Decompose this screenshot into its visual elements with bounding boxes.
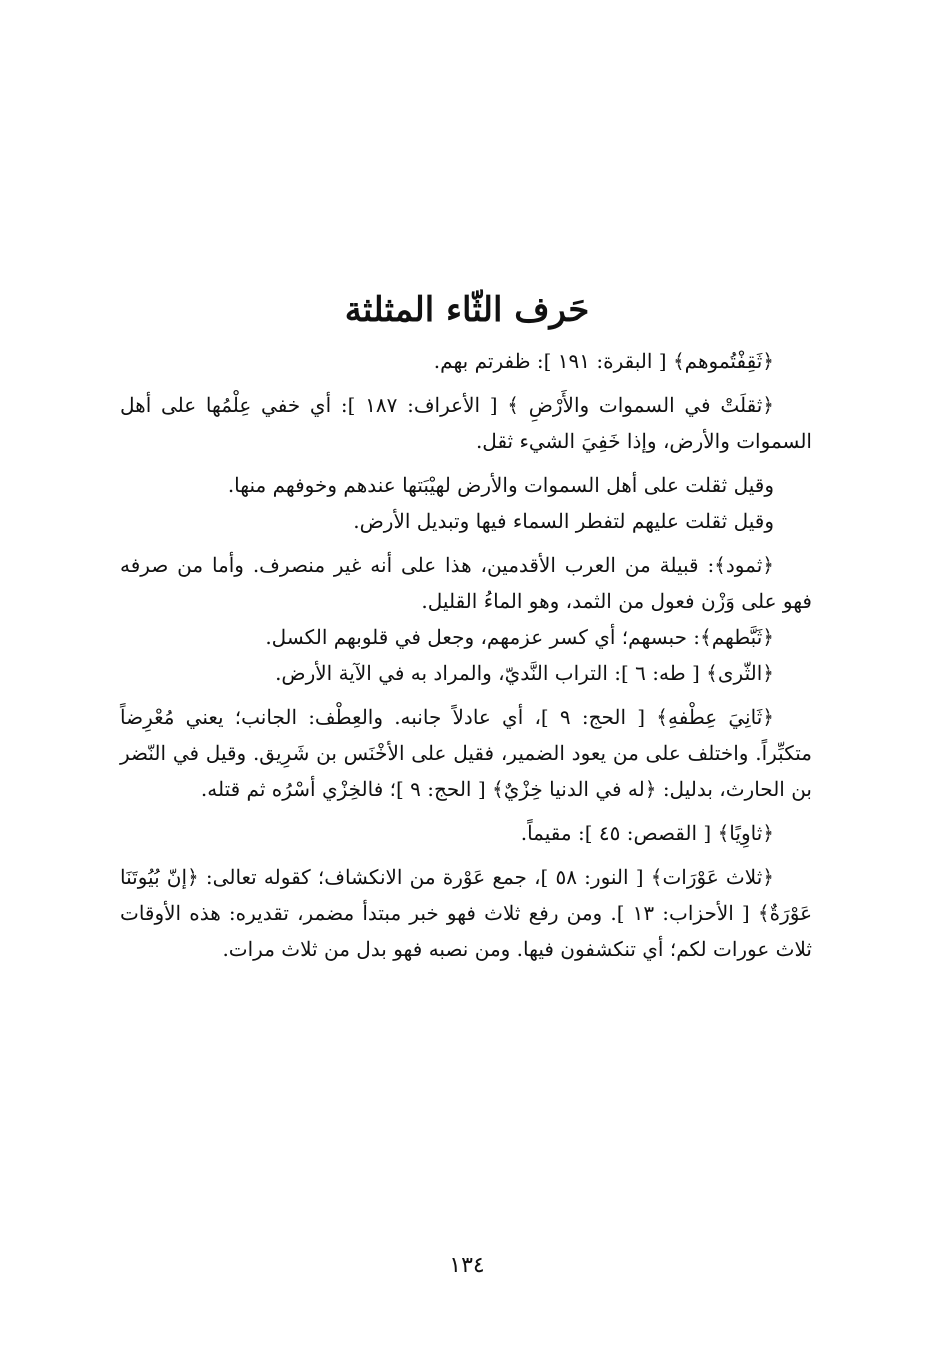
entry-thawiyan: ﴿ثاوِيًا﴾ [ القصص: ٤٥ ]: مقيماً. (520, 821, 774, 845)
entry-thaqulat: ﴿ثقلَتْ في السموات والأَرْضِ ﴾ [ الأعراف: ١٨٧ ]: أي خفي عِلْمُها على أهل السموات والأرض، وإذا خَفِيَ الشيء ثقل. (120, 393, 812, 453)
entry-thalath-awrat: ﴿ثلاث عَوْرَات﴾ [ النور: ٥٨ ]، جمع عَوْرة من الانكشاف؛ كقوله تعالى: ﴿إنّ بُيُوتَنَا عَوْرَةٌ﴾ [ الأحزاب: ١٣ ]. ومن رفع ثلاث فهو خبر مبتدأ مضمر، تقديره: هذه الأوقات ثلاث عورات لكم؛ أي تنكشفون فيها. ومن نصبه فهو بدل من ثلاث مرات. (120, 865, 813, 961)
entry-thaqulat-note-1: وقيل ثقلت على أهل السموات والأرض لهيْبَتها عندهم وخوفهم منها. (227, 473, 774, 497)
entry-thaqulat-note-2: وقيل ثقلت عليهم لتفطر السماء فيها وتبديل الأرض. (353, 509, 774, 533)
entry-thamud: ﴿ثمود﴾: قبيلة من العرب الأقدمين، هذا على أنه غير منصرف. وأما من صرفه فهو على وَزْن فعول من الثمد، وهو الماءُ القليل. (120, 553, 812, 613)
entry-thaqiftumuhum: ﴿ثَقِفْتُموهم﴾ [ البقرة: ١٩١ ]: ظفرتم بهم. (433, 349, 774, 373)
entry-thabbatahum: ﴿ثَبَّطهم﴾: حبسهم؛ أي كسر عزمهم، وجعل في قلوبهم الكسل. (265, 625, 774, 649)
page-body (120, 343, 812, 975)
page-number: ١٣٤ (449, 1253, 485, 1278)
entry-thaniya-itfihi: ﴿ثَانِيَ عِطْفهِ﴾ [ الحج: ٩ ]، أي عادلاً جانبه. والعِطْف: الجانب؛ يعني مُعْرِضاً متكبِّراً. واختلف على من يعود الضمير، فقيل على الأخْنَس بن شَرِيق. وقيل في النّضر بن الحارث، بدليل: ﴿له في الدنيا خِزْيٌ﴾ [ الحج: ٩ ]؛ فالخِزْي أسْرُه ثم قتله. (120, 705, 812, 801)
entry-al-thara: ﴿الثّرى﴾ [ طه: ٦ ]: التراب النَّديّ، والمراد به في الآية الأرض. (275, 661, 774, 685)
chapter-heading: حَرف الثّاء المثلثة (344, 289, 590, 330)
